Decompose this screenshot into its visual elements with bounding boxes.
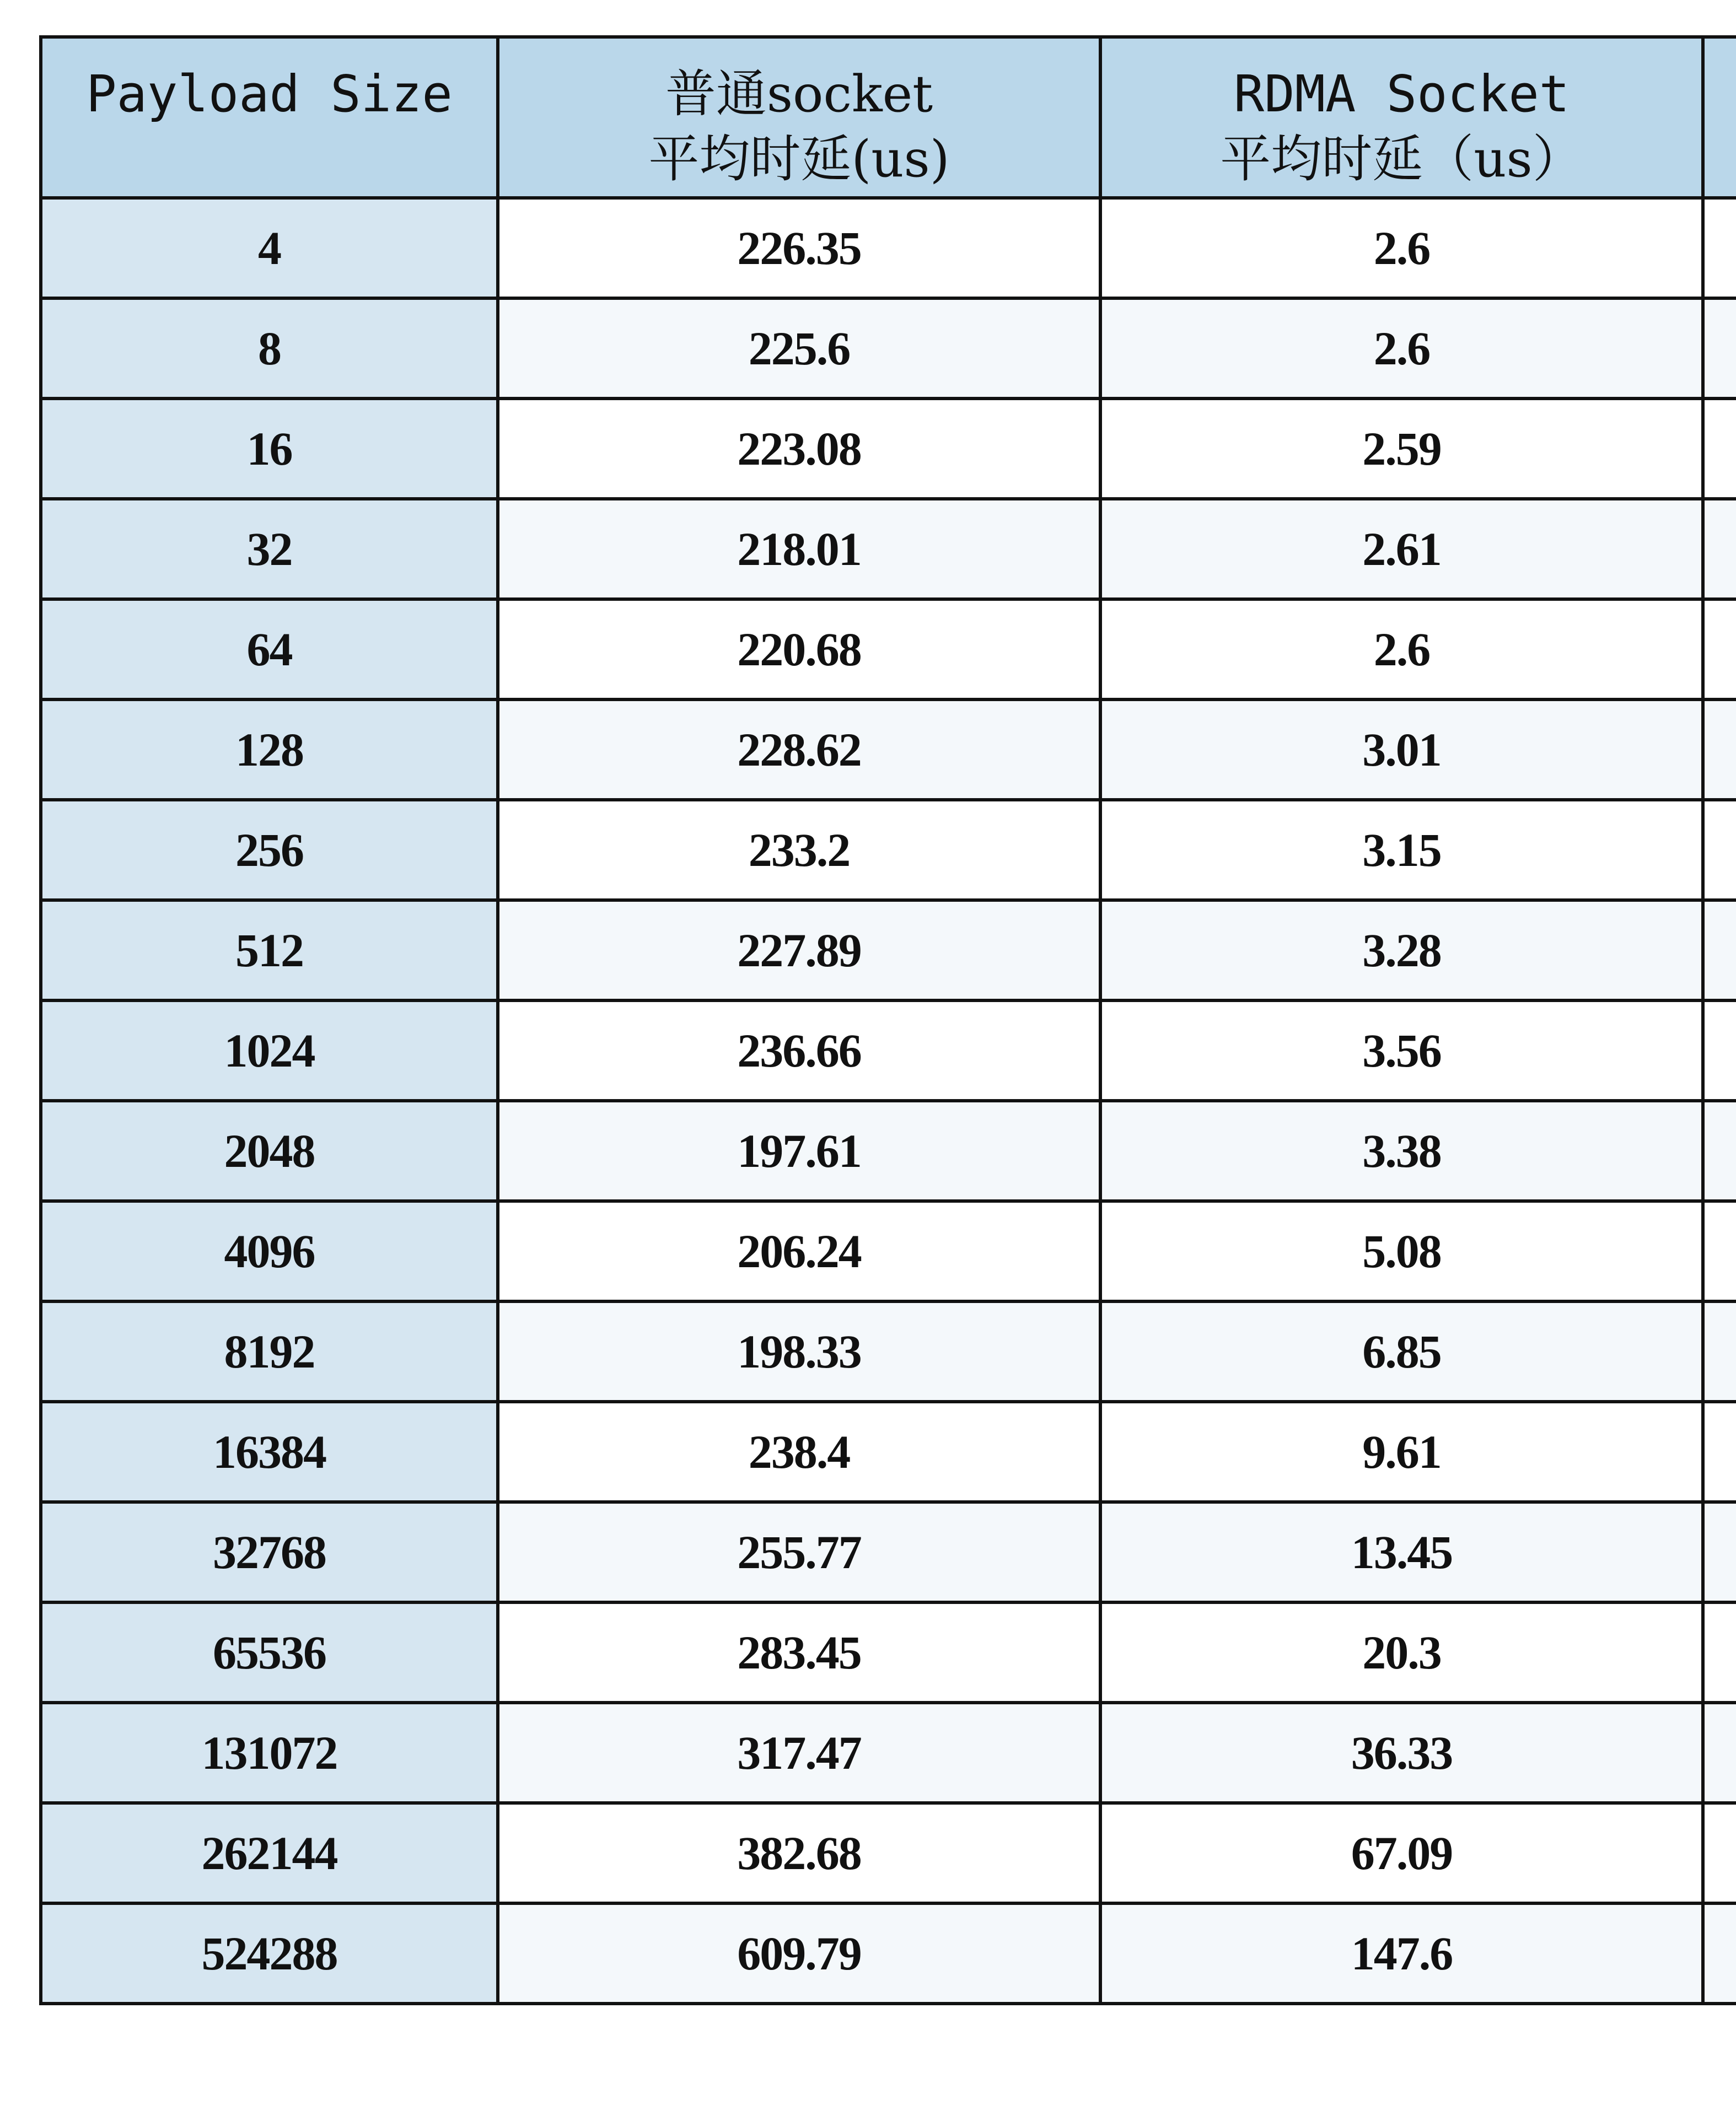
cell-payload-size: 4 xyxy=(41,198,498,298)
table-row xyxy=(41,1201,1736,1301)
cell-truncated-column xyxy=(1703,1000,1736,1101)
cell-normal-socket-latency: 236.66 xyxy=(498,1000,1100,1101)
cell-payload-size: 1024 xyxy=(41,1000,498,1101)
cell-payload-size: 2048 xyxy=(41,1101,498,1201)
cell-rdma-socket-latency: 36.33 xyxy=(1100,1703,1703,1803)
cell-normal-socket-latency: 283.45 xyxy=(498,1602,1100,1703)
table-body xyxy=(41,198,1736,2004)
cell-payload-size: 512 xyxy=(41,900,498,1000)
cell-rdma-socket-latency: 9.61 xyxy=(1100,1402,1703,1502)
table-header-row xyxy=(41,37,1736,198)
cell-normal-socket-latency: 225.6 xyxy=(498,298,1100,399)
cell-normal-socket-latency: 206.24 xyxy=(498,1201,1100,1301)
table-row xyxy=(41,1101,1736,1201)
cell-truncated-column xyxy=(1703,1402,1736,1502)
cell-normal-socket-latency: 227.89 xyxy=(498,900,1100,1000)
cell-normal-socket-latency: 382.68 xyxy=(498,1803,1100,1903)
cell-payload-size: 8 xyxy=(41,298,498,399)
cell-truncated-column xyxy=(1703,599,1736,699)
cell-rdma-socket-latency: 3.28 xyxy=(1100,900,1703,1000)
cell-rdma-socket-latency: 67.09 xyxy=(1100,1803,1703,1903)
table-row xyxy=(41,1602,1736,1703)
cell-rdma-socket-latency: 13.45 xyxy=(1100,1502,1703,1602)
table-row xyxy=(41,1502,1736,1602)
cell-truncated-column xyxy=(1703,1201,1736,1301)
cell-payload-size: 262144 xyxy=(41,1803,498,1903)
cell-rdma-socket-latency: 2.6 xyxy=(1100,599,1703,699)
cell-truncated-column xyxy=(1703,499,1736,599)
header-line: Payload Size xyxy=(86,64,453,123)
table-row xyxy=(41,800,1736,900)
table-row xyxy=(41,399,1736,499)
cell-truncated-column xyxy=(1703,1903,1736,2004)
table-row xyxy=(41,499,1736,599)
cell-truncated-column xyxy=(1703,699,1736,800)
cell-rdma-socket-latency: 5.08 xyxy=(1100,1201,1703,1301)
cell-normal-socket-latency: 317.47 xyxy=(498,1703,1100,1803)
table-row xyxy=(41,1703,1736,1803)
cell-rdma-socket-latency: 2.6 xyxy=(1100,198,1703,298)
cell-normal-socket-latency: 238.4 xyxy=(498,1402,1100,1502)
cell-payload-size: 16384 xyxy=(41,1402,498,1502)
cell-payload-size: 256 xyxy=(41,800,498,900)
table-row xyxy=(41,198,1736,298)
cell-truncated-column xyxy=(1703,800,1736,900)
table-row xyxy=(41,298,1736,399)
cell-normal-socket-latency: 198.33 xyxy=(498,1301,1100,1402)
table-row xyxy=(41,1803,1736,1903)
table-row xyxy=(41,900,1736,1000)
cell-payload-size: 128 xyxy=(41,699,498,800)
header-rdma-socket-latency xyxy=(1100,37,1703,198)
header-line: RDMA Socket xyxy=(1233,64,1570,123)
cell-normal-socket-latency: 220.68 xyxy=(498,599,1100,699)
cell-truncated-column xyxy=(1703,1301,1736,1402)
cell-normal-socket-latency: 223.08 xyxy=(498,399,1100,499)
header-truncated-column xyxy=(1703,37,1736,198)
cell-truncated-column xyxy=(1703,1602,1736,1703)
cell-rdma-socket-latency: 3.38 xyxy=(1100,1101,1703,1201)
cell-rdma-socket-latency: 3.56 xyxy=(1100,1000,1703,1101)
cell-payload-size: 64 xyxy=(41,599,498,699)
table-row xyxy=(41,1402,1736,1502)
cell-rdma-socket-latency: 20.3 xyxy=(1100,1602,1703,1703)
cell-payload-size: 524288 xyxy=(41,1903,498,2004)
cell-rdma-socket-latency: 6.85 xyxy=(1100,1301,1703,1402)
cell-truncated-column xyxy=(1703,399,1736,499)
header-line: 普通socket xyxy=(665,64,933,123)
cell-rdma-socket-latency: 147.6 xyxy=(1100,1903,1703,2004)
cell-payload-size: 32 xyxy=(41,499,498,599)
cell-payload-size: 8192 xyxy=(41,1301,498,1402)
cell-payload-size: 131072 xyxy=(41,1703,498,1803)
table-row xyxy=(41,1000,1736,1101)
header-line: 平均时延（us） xyxy=(1220,130,1583,189)
cell-normal-socket-latency: 218.01 xyxy=(498,499,1100,599)
cell-normal-socket-latency: 233.2 xyxy=(498,800,1100,900)
table-row xyxy=(41,599,1736,699)
header-payload-size xyxy=(41,37,498,198)
cell-rdma-socket-latency: 3.01 xyxy=(1100,699,1703,800)
cell-truncated-column xyxy=(1703,298,1736,399)
table-row xyxy=(41,1301,1736,1402)
cell-truncated-column xyxy=(1703,1803,1736,1903)
cell-normal-socket-latency: 609.79 xyxy=(498,1903,1100,2004)
table-row xyxy=(41,1903,1736,2004)
cell-normal-socket-latency: 197.61 xyxy=(498,1101,1100,1201)
latency-table xyxy=(39,35,1736,2005)
cell-rdma-socket-latency: 3.15 xyxy=(1100,800,1703,900)
header-line: 平均时延(us) xyxy=(648,130,950,189)
cell-truncated-column xyxy=(1703,198,1736,298)
cell-truncated-column xyxy=(1703,1101,1736,1201)
cell-truncated-column xyxy=(1703,900,1736,1000)
table-row xyxy=(41,699,1736,800)
cell-rdma-socket-latency: 2.61 xyxy=(1100,499,1703,599)
cell-payload-size: 32768 xyxy=(41,1502,498,1602)
header-normal-socket-latency xyxy=(498,37,1100,198)
cell-rdma-socket-latency: 2.6 xyxy=(1100,298,1703,399)
cell-normal-socket-latency: 255.77 xyxy=(498,1502,1100,1602)
cell-truncated-column xyxy=(1703,1703,1736,1803)
cell-payload-size: 65536 xyxy=(41,1602,498,1703)
cell-normal-socket-latency: 228.62 xyxy=(498,699,1100,800)
cell-payload-size: 16 xyxy=(41,399,498,499)
cell-rdma-socket-latency: 2.59 xyxy=(1100,399,1703,499)
cell-truncated-column xyxy=(1703,1502,1736,1602)
cell-normal-socket-latency: 226.35 xyxy=(498,198,1100,298)
cell-payload-size: 4096 xyxy=(41,1201,498,1301)
